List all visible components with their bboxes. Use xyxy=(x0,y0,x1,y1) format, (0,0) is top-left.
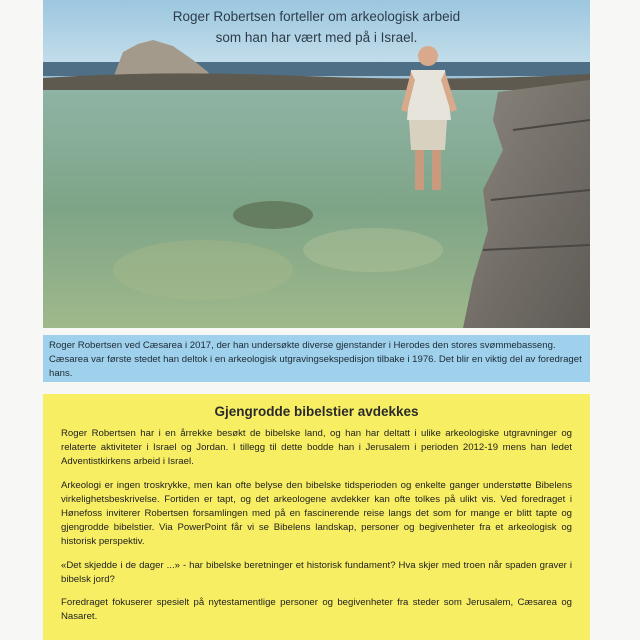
water-reflection xyxy=(303,228,443,272)
article-heading: Gjengrodde bibelstier avdekkes xyxy=(214,404,419,419)
photo-illustration xyxy=(43,0,590,328)
article-paragraph-4: Foredraget fokuserer spesielt på nytestamentlige personer og begivenheter fra steder som Jerusalem, Cæsarea og Nasaret. xyxy=(61,597,572,623)
photo-title-line-1: Roger Robertsen forteller om arkeologisk arbeid xyxy=(172,9,461,24)
submerged-stone xyxy=(233,201,313,229)
photo-caption-text: Roger Robertsen ved Cæsarea i 2017, der han undersøkte diverse gjenstander i Herodes den stores svømmebasseng. Cæsarea var første stedet han deltok i en arkeologisk utgravingsekspedisjon tilbake i 1976. Det blir en viktig del av foredraget hans. xyxy=(49,340,582,379)
article-paragraph-1: Roger Robertsen har i en årrekke besøkt de bibelske land, og han har deltatt i ulike arkeologiske utgravninger og relaterte aktiviteter i Israel og Jordan. I tillegg til dette bodde han i Jerusalem i perioden 2012-19 mens han ledet Adventistkirkens arbeid i Israel. xyxy=(61,428,572,468)
article-paragraph-3: «Det skjedde i de dager ...» - har bibelske beretninger et historisk fundament? Hva skjer med troen når spaden graver i bibelsk jord? xyxy=(61,559,572,585)
article-paragraph-2: Arkeologi er ingen troskrykke, men kan ofte belyse den bibelske tidsperioden og enkelte ganger understøtte Bibelens virkelighetsbeskrivelse. Fortiden er tapt, og det arkeologene avdekker kan ofte tolkes på ulikt vis. Ved foredraget i Hønefoss inviterer Robertsen forsamlingen med på en fascinerende reise langs det som for mange er blitt tapte og gjengrodde bibelstier. Via PowerPoint får vi se Bibelens landskap, personer og begivenheter fra et arkeologisk og historisk perspektiv. xyxy=(61,479,572,548)
photo-title-line-2: som han har vært med på i Israel. xyxy=(215,30,418,45)
photo-caption xyxy=(43,335,590,382)
article-box xyxy=(43,394,590,640)
photo-title xyxy=(43,6,590,48)
photo-caesarea-pool xyxy=(43,0,590,328)
water-reflection xyxy=(113,240,293,300)
